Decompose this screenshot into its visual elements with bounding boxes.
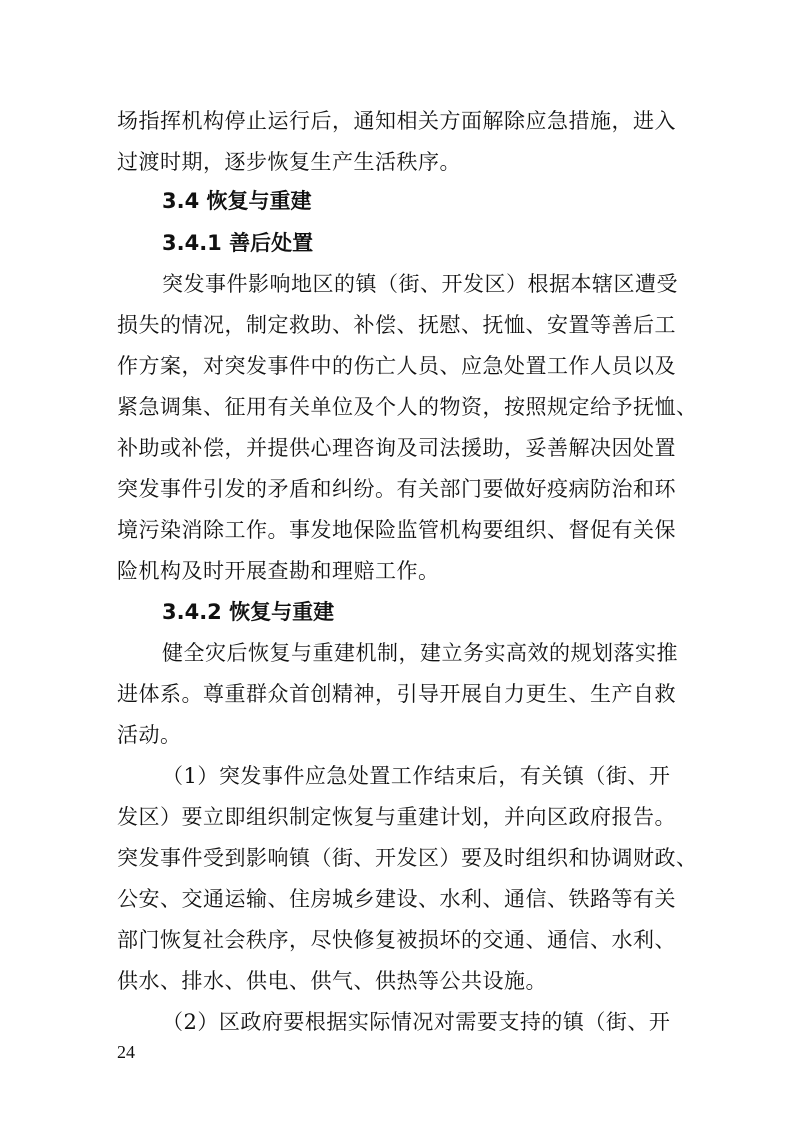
body-text-line: 突发事件引发的矛盾和纠纷。有关部门要做好疫病防治和环 [117, 477, 676, 501]
section-heading: 3.4 恢复与重建 [162, 189, 312, 213]
body-text-line: 补助或补偿，并提供心理咨询及司法援助，妥善解决因处置 [117, 436, 676, 460]
page-number: 24 [117, 1042, 135, 1062]
body-text-line: 公安、交通运输、住房城乡建设、水利、通信、铁路等有关 [117, 887, 676, 911]
body-text-line: 进体系。尊重群众首创精神，引导开展自力更生、生产自救 [117, 682, 676, 706]
body-text-line: 部门恢复社会秩序，尽快修复被损坏的交通、通信、水利、 [117, 928, 676, 952]
body-text-line: 过渡时期，逐步恢复生产生活秩序。 [117, 150, 461, 174]
body-text-line: 活动。 [117, 723, 182, 747]
body-text-line: 突发事件影响地区的镇（街、开发区）根据本辖区遭受 [162, 272, 678, 296]
subsection-heading: 3.4.2 恢复与重建 [162, 600, 335, 624]
subsection-heading: 3.4.1 善后处置 [162, 231, 314, 255]
body-text-line: 健全灾后恢复与重建机制，建立务实高效的规划落实推 [162, 641, 678, 665]
body-text-line: 境污染消除工作。事发地保险监管机构要组织、督促有关保 [117, 518, 676, 542]
body-text-line: （1）突发事件应急处置工作结束后，有关镇（街、开 [162, 764, 671, 788]
body-text-line: 场指挥机构停止运行后，通知相关方面解除应急措施，进入 [117, 109, 676, 133]
body-text-line: 发区）要立即组织制定恢复与重建计划，并向区政府报告。 [117, 805, 676, 829]
body-text-line: 作方案，对突发事件中的伤亡人员、应急处置工作人员以及 [117, 354, 676, 378]
body-text-line: 险机构及时开展查勘和理赔工作。 [117, 559, 440, 583]
body-text-line: 损失的情况，制定救助、补偿、抚慰、抚恤、安置等善后工 [117, 313, 676, 337]
body-text-line: （2）区政府要根据实际情况对需要支持的镇（街、开 [162, 1010, 671, 1034]
body-text-line: 突发事件受到影响镇（街、开发区）要及时组织和协调财政、 [117, 846, 698, 870]
body-text-line: 紧急调集、征用有关单位及个人的物资，按照规定给予抚恤、 [117, 395, 698, 419]
body-text-line: 供水、排水、供电、供气、供热等公共设施。 [117, 969, 547, 993]
